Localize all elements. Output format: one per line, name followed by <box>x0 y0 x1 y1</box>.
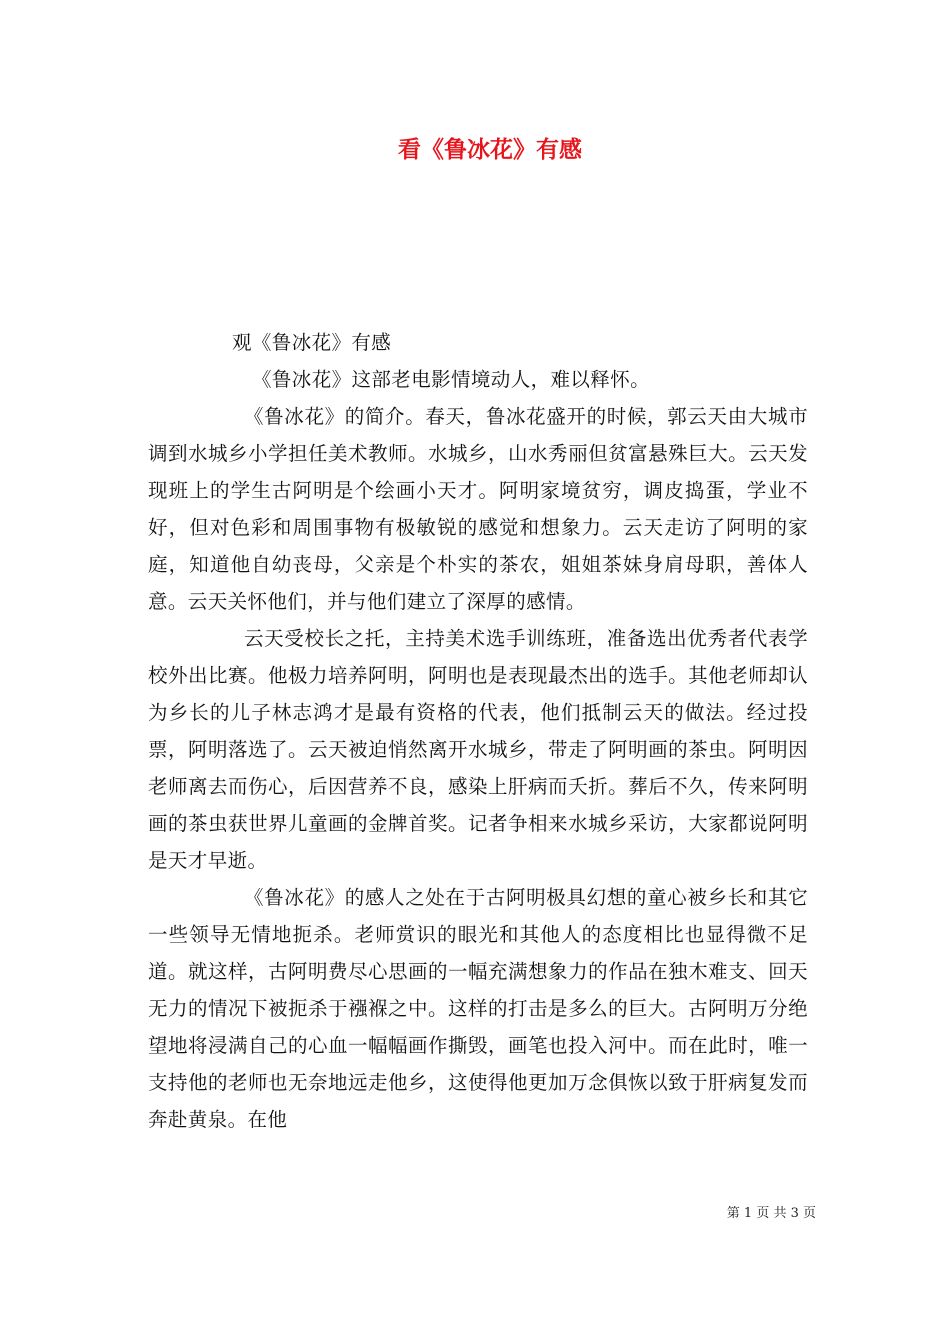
paragraph-reflection: 《鲁冰花》的感人之处在于古阿明极具幻想的童心被乡长和其它一些领导无情地扼杀。老师赏识的眼光和其他人的态度相比也显得微不足道。就这样，古阿明费尽心思画的一幅充满想象力的作品在独木难支、回天无力的情况下被扼杀于襁褓之中。这样的打击是多么的巨大。古阿明万分绝望地将浸满自己的心血一幅幅画作撕毁，画笔也投入河中。而在此时，唯一支持他的老师也无奈地远走他乡，这使得他更加万念俱恢以致于肝病复发而奔赴黄泉。在他 <box>148 886 808 1131</box>
paragraph-plot: 云天受校长之托，主持美术选手训练班，准备选出优秀者代表学校外出比赛。他极力培养阿明，阿明也是表现最杰出的选手。其他老师却认为乡长的儿子林志鸿才是最有资格的代表，他们抵制云天的做法。经过投票，阿明落选了。云天被迫悄然离开水城乡，带走了阿明画的茶虫。阿明因老师离去而伤心，后因营养不良，感染上肝病而夭折。葬后不久，传来阿明画的茶虫获世界儿童画的金牌首奖。记者争相来水城乡采访，大家都说阿明是天才早逝。 <box>148 627 808 872</box>
document-body <box>148 324 808 1138</box>
paragraph-synopsis: 《鲁冰花》的简介。春天，鲁冰花盛开的时候，郭云天由大城市调到水城乡小学担任美术教师。水城乡，山水秀丽但贫富悬殊巨大。云天发现班上的学生古阿明是个绘画小天才。阿明家境贫穷，调皮捣蛋，学业不好，但对色彩和周围事物有极敏锐的感觉和想象力。云天走访了阿明的家庭，知道他自幼丧母，父亲是个朴实的茶农，姐姐茶妹身肩母职，善体人意。云天关怀他们，并与他们建立了深厚的感情。 <box>148 405 808 613</box>
document-title: 看《鲁冰花》有感 <box>398 137 582 163</box>
paragraph-intro: 《鲁冰花》这部老电影情境动人，难以释怀。 <box>252 368 651 391</box>
paragraph-heading: 观《鲁冰花》有感 <box>232 331 392 354</box>
page-number-footer: 第 1 页 共 3 页 <box>726 1206 816 1221</box>
